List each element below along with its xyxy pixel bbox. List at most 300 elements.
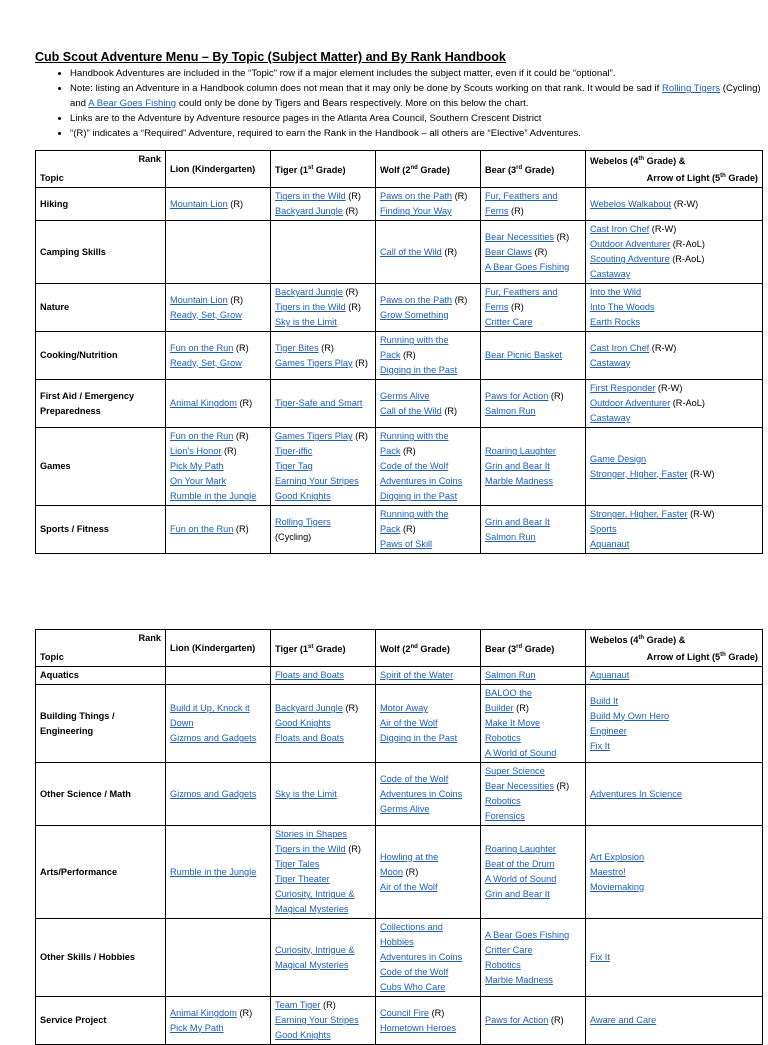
required-marker: (R) [429,1007,445,1018]
adventure-link[interactable]: First Responder [590,383,656,394]
lion-cell [166,997,271,1045]
adventure-link[interactable]: Critter Care [485,317,533,328]
adventure-link[interactable]: Curiosity, Intrigue & [275,944,355,955]
topic-row [36,919,763,997]
adventure-link[interactable]: Castaway [590,413,631,424]
adventure-link[interactable]: Team Tiger [275,1000,321,1011]
adventure-link[interactable]: Call of the Wild [380,405,442,416]
webelos-cell [586,380,763,428]
wolf-cell [376,685,481,763]
note-text: (Cycling) and [70,83,761,109]
adventure-link[interactable]: Gizmos and Gadgets [170,788,257,799]
adventure-link[interactable]: Air of the Wolf [380,881,438,892]
lion-cell [166,188,271,221]
adventure-link[interactable]: Magical Mysteries [275,904,349,915]
required-marker: (R) [400,446,416,457]
adventure-link[interactable]: Salmon Run [485,531,536,542]
adventure-link[interactable]: Paws on the Path [380,294,453,305]
adventure-link[interactable]: Code of the Wolf [380,967,449,978]
adventure-link[interactable]: Salmon Run [485,670,536,681]
required-marker: (R-W) [655,383,683,394]
required-marker: (R-W) [671,198,699,209]
adventure-link[interactable]: Germs Alive [380,390,430,401]
adventure-link[interactable]: Adventures in Coins [380,476,463,487]
topic-cell: Building Things / Engineering [36,685,166,763]
adventure-link[interactable]: Critter Care [485,944,533,955]
adventure-link[interactable]: Tiger-iffic [275,446,313,457]
adventure-link[interactable]: Digging in the Past [380,733,458,744]
lion-cell [166,763,271,826]
adventure-link[interactable]: Tiger Theater [275,874,330,885]
note-text: “(R)” indicates a “Required” Adventure, required to earn the Rank in the Handbook – all others are “Elective” Adventures. [70,128,581,139]
required-marker: (R) [452,191,468,202]
note-item [70,126,768,141]
required-marker: (R) [452,294,468,305]
adventure-link[interactable]: Tiger-Safe and Smart [275,398,363,409]
bear-cell [481,997,586,1045]
required-marker: (R) [318,342,334,353]
topic-cell: Other Skills / Hobbies [36,919,166,997]
adventure-link[interactable]: Call of the Wild [380,246,442,257]
adventure-link[interactable]: Build It [590,695,619,706]
adventure-link[interactable]: Paws for Action [485,1015,549,1026]
adventure-link[interactable]: Tigers in the Wild [275,191,346,202]
topic-row [36,506,763,554]
adventure-link[interactable]: Roaring Laughter [485,844,556,855]
bear-cell [481,188,586,221]
tiger-cell [271,685,376,763]
adventure-link[interactable]: Grow Something [380,309,449,320]
rank-topic-header [36,630,166,667]
required-marker: (R) [548,1015,564,1026]
adventure-link[interactable]: Super Science [485,766,545,777]
topic-row [36,997,763,1045]
webelos-cell [586,188,763,221]
adventure-link[interactable]: Paws on the Path [380,191,453,202]
adventure-link[interactable]: BALOO the [485,688,532,699]
adventure-link[interactable]: Council Fire [380,1007,430,1018]
required-marker: (R) [441,246,458,257]
note-item [70,111,768,126]
adventure-link[interactable]: Castaway [590,357,631,368]
adventure-link[interactable]: Mountain Lion [170,294,228,305]
required-marker: (R) [233,342,249,353]
webelos-cell [586,332,763,380]
adventure-link[interactable]: Rumble in the Jungle [170,491,257,502]
note-text: could only be done by Tigers and Bears respectively. More on this below the chart. [176,98,529,109]
required-marker: (R) [233,524,249,535]
adventure-link[interactable]: Floats and Boats [275,670,344,681]
adventure-link[interactable]: Webelos Walkabout [590,198,672,209]
header-row [36,630,763,667]
adventure-link[interactable]: Air of the Wolf [380,718,438,729]
adventure-link[interactable]: Fix It [590,740,610,751]
topic-row [36,826,763,919]
topic-row [36,284,763,332]
adventure-link[interactable]: Salmon Run [485,405,536,416]
adventure-link[interactable]: Curiosity, Intrigue & [275,889,355,900]
adventure-link[interactable]: Fix It [590,952,610,963]
adventure-link[interactable]: Robotics [485,733,521,744]
adventure-link[interactable]: Adventures in Coins [380,788,463,799]
adventure-link[interactable]: Good Knights [275,491,331,502]
tiger-cell [271,667,376,685]
adventure-link[interactable]: Cast Iron Chef [590,224,650,235]
adventure-link[interactable]: Digging in the Past [380,365,458,376]
wolf-cell [376,919,481,997]
topic-cell: First Aid / Emergency Preparedness [36,380,166,428]
adventure-link[interactable]: Robotics [485,796,521,807]
adventure-link[interactable]: Make It Move [485,718,541,729]
adventure-link[interactable]: A Bear Goes Fishing [485,261,570,272]
header-wolf: Wolf (2nd Grade) [376,151,481,188]
adventure-link[interactable]: Running with the [380,509,449,520]
adventure-link[interactable]: Hobbies [380,937,414,948]
topic-row [36,667,763,685]
required-marker: (R) [342,703,359,714]
header-wolf: Wolf (2nd Grade) [376,630,481,667]
adventure-link[interactable]: Cast Iron Chef [590,342,650,353]
lion-cell [166,221,271,284]
tiger-cell [271,221,376,284]
adventure-link[interactable]: Fun on the Run [170,342,234,353]
topic-cell: Other Science / Math [36,763,166,826]
adventure-link[interactable]: Sky is the Limit [275,317,337,328]
header-lion: Lion (Kindergarten) [166,151,271,188]
adventure-link[interactable]: Sports [590,524,617,535]
adventure-link[interactable]: Collections and [380,922,443,933]
adventure-link[interactable]: Backyard Jungle [275,206,343,217]
adventure-link[interactable]: Lion’s Honor [170,446,222,457]
required-marker: (R) [352,431,368,442]
tiger-cell [271,332,376,380]
note-text: (Cycling) [275,531,312,542]
adventure-link[interactable]: Earth Rocks [590,317,641,328]
adventure-link[interactable]: Magical Mysteries [275,959,349,970]
bear-cell [481,826,586,919]
adventure-link[interactable]: Into the Wild [590,287,642,298]
required-marker: (R) [221,446,237,457]
adventure-link[interactable]: Grin and Bear It [485,461,550,472]
adventure-link[interactable]: Pack [380,524,401,535]
adventure-link[interactable]: Art Explosion [590,851,645,862]
topic-cell: Arts/Performance [36,826,166,919]
bear-cell [481,284,586,332]
lion-cell [166,685,271,763]
required-marker: (R-W) [649,224,677,235]
note-text: Note: listing an Adventure in a Handbook column does not mean that it may only be done by Scouts working on that rank. It would be sad if [70,83,662,94]
webelos-cell [586,221,763,284]
adventure-link[interactable]: Motor Away [380,703,428,714]
webelos-cell [586,826,763,919]
adventure-link[interactable]: Running with the [380,431,449,442]
adventure-link[interactable]: Good Knights [275,1030,331,1041]
wolf-cell [376,221,481,284]
bear-cell [481,685,586,763]
adventure-link[interactable]: Howling at the [380,851,439,862]
adventure-link[interactable]: Mountain Lion [170,198,228,209]
required-marker: (R) [400,350,416,361]
wolf-cell [376,284,481,332]
topic-row [36,332,763,380]
lion-cell [166,284,271,332]
adventure-link[interactable]: Marble Madness [485,974,553,985]
topic-label: Topic [40,652,64,663]
adventure-table-2 [35,629,763,1045]
wolf-cell [376,826,481,919]
topic-cell: Hiking [36,188,166,221]
adventure-link[interactable]: Code of the Wolf [380,461,449,472]
header-tiger: Tiger (1st Grade) [271,630,376,667]
wolf-cell [376,380,481,428]
adventure-link[interactable]: Down [170,718,194,729]
webelos-cell [586,763,763,826]
adventure-link[interactable]: Games Tigers Play [275,357,353,368]
tiger-cell [271,826,376,919]
adventure-link[interactable]: Moviemaking [590,881,645,892]
required-marker: (R) [508,302,524,313]
topic-cell: Nature [36,284,166,332]
wolf-cell [376,667,481,685]
adventure-link[interactable]: Ready, Set, Grow [170,357,242,368]
required-marker: (R) [320,1000,336,1011]
adventure-link[interactable]: Digging in the Past [380,491,458,502]
adventure-link[interactable]: Tigers in the Wild [275,844,346,855]
adventure-link[interactable]: Into The Woods [590,302,655,313]
adventure-link[interactable]: Ferns [485,302,509,313]
adventure-link[interactable]: Rolling Tigers [275,516,331,527]
rank-topic-header [36,151,166,188]
adventure-link[interactable]: Stronger, Higher, Faster [590,468,688,479]
adventure-link[interactable]: Tigers in the Wild [275,302,346,313]
adventure-link[interactable]: Stronger, Higher, Faster [590,509,688,520]
bear-cell [481,221,586,284]
wolf-cell [376,506,481,554]
adventure-link[interactable]: Fun on the Run [170,431,234,442]
adventure-link[interactable]: A World of Sound [485,748,557,759]
header-webelos: Webelos (4th Grade) & Arrow of Light (5th Grade) [586,151,763,188]
adventure-link[interactable]: Paws for Action [485,390,549,401]
adventure-link[interactable]: Roaring Laughter [485,446,556,457]
adventure-link[interactable]: Ferns [485,206,509,217]
header-tiger: Tiger (1st Grade) [271,151,376,188]
wolf-cell [376,763,481,826]
adventure-link[interactable]: Stories in Shapes [275,829,348,840]
webelos-cell [586,284,763,332]
adventure-link[interactable]: Engineer [590,725,627,736]
required-marker: (R-W) [687,468,715,479]
adventure-link[interactable]: Pack [380,350,401,361]
required-marker: (R) [352,357,368,368]
adventure-link[interactable]: Grin and Bear It [485,516,550,527]
topic-cell: Camping Skills [36,221,166,284]
topic-cell: Aquatics [36,667,166,685]
webelos-cell [586,506,763,554]
adventure-link[interactable]: Outdoor Adventurer [590,398,671,409]
adventure-link[interactable]: Finding Your Way [380,206,452,217]
adventure-link[interactable]: Tiger Tales [275,859,320,870]
note-item [70,66,768,81]
adventure-link[interactable]: Rolling Tigers [661,83,721,94]
adventure-link[interactable]: Gizmos and Gadgets [170,733,257,744]
topic-label: Topic [40,173,64,184]
required-marker: (R) [531,246,548,257]
tiger-cell [271,763,376,826]
tiger-cell [271,919,376,997]
adventure-link[interactable]: Earning Your Stripes [275,476,359,487]
required-marker: (R) [345,191,361,202]
adventure-link[interactable]: Scouting Adventure [590,254,670,265]
adventure-link[interactable]: Paws of Skill [380,539,433,550]
adventure-link[interactable]: Adventures in Coins [380,952,463,963]
lion-cell [166,506,271,554]
adventure-link[interactable]: Marble Madness [485,476,553,487]
header-lion: Lion (Kindergarten) [166,630,271,667]
tiger-cell [271,997,376,1045]
adventure-link[interactable]: Floats and Boats [275,733,344,744]
wolf-cell [376,997,481,1045]
topic-cell: Cooking/Nutrition [36,332,166,380]
adventure-link[interactable]: Sky is the Limit [275,788,337,799]
lion-cell [166,332,271,380]
required-marker: (R) [236,398,253,409]
lion-cell [166,380,271,428]
webelos-cell [586,428,763,506]
topic-row [36,221,763,284]
topic-row [36,428,763,506]
required-marker: (R-AoL) [670,398,705,409]
tiger-cell [271,428,376,506]
adventure-link[interactable]: Pack [380,446,401,457]
adventure-link[interactable]: Earning Your Stripes [275,1015,359,1026]
adventure-link[interactable]: Rumble in the Jungle [170,866,257,877]
adventure-link[interactable]: On Your Mark [170,476,227,487]
required-marker: (R) [227,198,244,209]
adventure-link[interactable]: A Bear Goes Fishing [88,98,177,109]
adventure-link[interactable]: Games Tigers Play [275,431,353,442]
topic-row [36,188,763,221]
adventure-link[interactable]: Pick My Path [170,1022,224,1033]
bear-cell [481,506,586,554]
required-marker: (R) [553,231,570,242]
required-marker: (R) [548,390,564,401]
adventure-link[interactable]: Backyard Jungle [275,703,343,714]
lion-cell [166,826,271,919]
note-item [70,81,768,111]
adventure-link[interactable]: Animal Kingdom [170,1007,237,1018]
page-title: Cub Scout Adventure Menu – By Topic (Subject Matter) and By Rank Handbook [35,50,506,64]
webelos-cell [586,667,763,685]
adventure-link[interactable]: Fur, Feathers and [485,191,558,202]
required-marker: (R) [342,287,359,298]
adventure-link[interactable]: Bear Claws [485,246,532,257]
adventure-link[interactable]: Fur, Feathers and [485,287,558,298]
bear-cell [481,332,586,380]
adventure-link[interactable]: A Bear Goes Fishing [485,929,570,940]
adventure-link[interactable]: Castaway [590,269,631,280]
adventure-link[interactable]: Builder [485,703,514,714]
header-bear: Bear (3rd Grade) [481,151,586,188]
adventure-link[interactable]: Ready, Set, Grow [170,309,242,320]
adventure-link[interactable]: Backyard Jungle [275,287,343,298]
adventure-link[interactable]: Moon [380,866,403,877]
tiger-cell [271,506,376,554]
topic-cell: Service Project [36,997,166,1045]
required-marker: (R) [345,844,361,855]
required-marker: (R-AoL) [669,254,705,265]
notes-list [50,66,768,141]
adventure-table-1 [35,150,763,554]
bear-cell [481,667,586,685]
adventure-link[interactable]: Running with the [380,335,449,346]
adventure-link[interactable]: Grin and Bear It [485,889,550,900]
required-marker: (R) [342,206,359,217]
adventure-link[interactable]: Aquanaut [590,539,630,550]
adventure-link[interactable]: Build My Own Hero [590,710,670,721]
lion-cell [166,428,271,506]
adventure-link[interactable]: Tiger Tag [275,461,313,472]
adventure-link[interactable]: Fun on the Run [170,524,234,535]
note-text: Links are to the Adventure by Adventure resource pages in the Atlanta Area Council, Southern Crescent District [70,113,542,124]
adventure-link[interactable]: Bear Necessities [485,231,554,242]
required-marker: (R) [402,866,419,877]
webelos-cell [586,685,763,763]
adventure-link[interactable]: Beat of the Drum [485,859,555,870]
adventure-link[interactable]: Germs Alive [380,803,430,814]
topic-row [36,763,763,826]
adventure-link[interactable]: Adventures In Science [590,788,682,799]
adventure-link[interactable]: Maestro! [590,866,626,877]
required-marker: (R) [227,294,244,305]
webelos-cell [586,919,763,997]
adventure-link[interactable]: Code of the Wolf [380,773,449,784]
required-marker: (R) [553,781,570,792]
required-marker: (R) [236,1007,253,1018]
required-marker: (R) [233,431,249,442]
header-row [36,151,763,188]
adventure-link[interactable]: Spirit of the Water [380,670,454,681]
required-marker: (R-W) [687,509,715,520]
adventure-link[interactable]: Aquanaut [590,670,630,681]
topic-row [36,380,763,428]
adventure-link[interactable]: Build it Up, Knock it [170,703,250,714]
adventure-link[interactable]: Outdoor Adventurer [590,239,671,250]
adventure-link[interactable]: Aware and Care [590,1015,657,1026]
adventure-link[interactable]: A World of Sound [485,874,557,885]
required-marker: (R) [400,524,416,535]
header-bear: Bear (3rd Grade) [481,630,586,667]
wolf-cell [376,428,481,506]
rank-label: Rank [138,154,161,164]
adventure-link[interactable]: Cubs Who Care [380,982,446,993]
adventure-link[interactable]: Pick My Path [170,461,224,472]
required-marker: (R) [345,302,361,313]
adventure-link[interactable]: Robotics [485,959,521,970]
adventure-link[interactable]: Good Knights [275,718,331,729]
adventure-link[interactable]: Tiger Bites [275,342,319,353]
adventure-link[interactable]: Hometown Heroes [380,1022,457,1033]
tiger-cell [271,188,376,221]
rank-label: Rank [138,633,161,643]
bear-cell [481,428,586,506]
adventure-link[interactable]: Bear Necessities [485,781,554,792]
adventure-link[interactable]: Forensics [485,811,525,822]
adventure-link[interactable]: Game Design [590,453,647,464]
adventure-link[interactable]: Animal Kingdom [170,398,237,409]
topic-row [36,685,763,763]
webelos-cell [586,997,763,1045]
adventure-link[interactable]: Bear Picnic Basket [485,350,563,361]
